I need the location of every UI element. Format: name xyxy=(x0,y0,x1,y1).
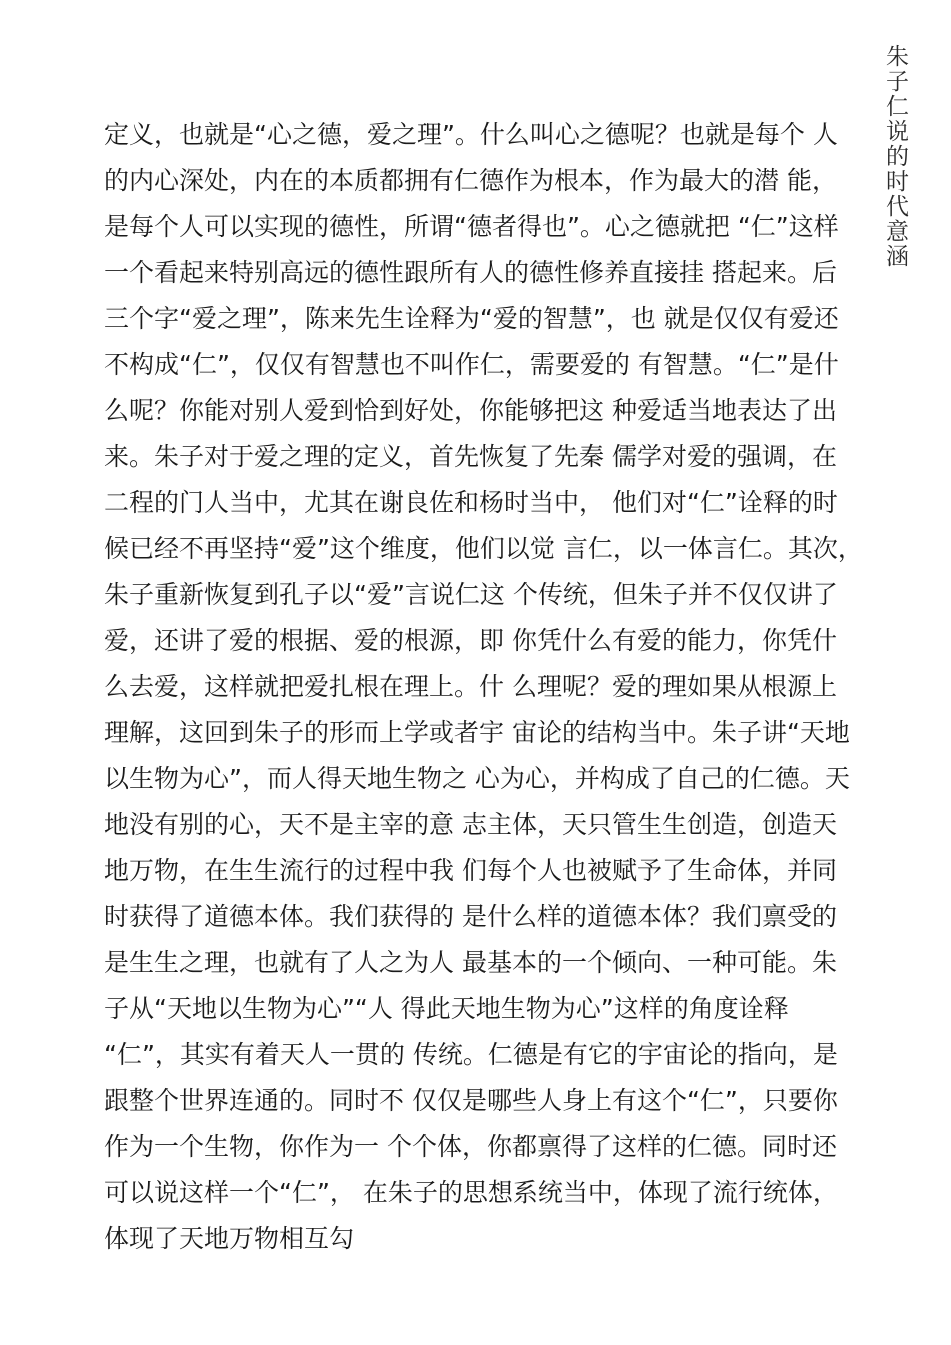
text-line-6: 不构成“仁”，仅仅有智慧也不叫作仁，需要爱的 有智慧。“仁”是什 xyxy=(104,350,839,379)
running-head: 朱子仁说的时代意涵 xyxy=(882,44,908,269)
text-line-9: 二程的门人当中，尤其在谢良佐和杨时当中， 他们对“仁”诠释的时 xyxy=(104,488,838,517)
text-line-7: 么呢？你能对别人爱到恰到好处，你能够把这 种爱适当地表达了出 xyxy=(104,396,837,425)
text-line-12: 爱，还讲了爱的根据、爱的根源，即 你凭什么有爱的能力，你凭什 xyxy=(104,626,837,655)
text-line-13: 么去爱，这样就把爱扎根在理上。什 么理呢？爱的理如果从根源上 xyxy=(104,672,837,701)
text-line-3: 是每个人可以实现的德性，所谓“德者得也”。心之德就把 “仁”这样 xyxy=(104,212,839,241)
text-line-19: 是生生之理，也就有了人之为人 最基本的一个倾向、一种可能。朱 xyxy=(104,948,837,977)
text-line-23: 作为一个生物，你作为一 个个体，你都禀得了这样的仁德。同时还 xyxy=(104,1132,837,1161)
text-line-18: 时获得了道德本体。我们获得的 是什么样的道德本体？我们禀受的 xyxy=(104,902,837,931)
text-line-14: 理解，这回到朱子的形而上学或者宇 宙论的结构当中。朱子讲“天地 xyxy=(104,718,850,747)
text-line-20: 子从“天地以生物为心”“人 得此天地生物为心”这样的角度诠释 xyxy=(104,994,789,1023)
text-line-24: 可以说这样一个“仁”， 在朱子的思想系统当中，体现了流行统体， xyxy=(104,1178,838,1207)
text-line-5: 三个字“爱之理”，陈来先生诠释为“爱的智慧”，也 就是仅仅有爱还 xyxy=(104,304,839,333)
text-line-17: 地万物，在生生流行的过程中我 们每个人也被赋予了生命体，并同 xyxy=(104,856,837,885)
text-line-2: 的内心深处，内在的本质都拥有仁德作为根本，作为最大的潜 能， xyxy=(104,166,837,195)
text-line-8: 来。朱子对于爱之理的定义，首先恢复了先秦 儒学对爱的强调，在 xyxy=(104,442,837,471)
text-line-4: 一个看起来特别高远的德性跟所有人的德性修养直接挂 搭起来。后 xyxy=(104,258,837,287)
body-text xyxy=(104,112,863,1262)
text-line-22: 跟整个世界连通的。同时不 仅仅是哪些人身上有这个“仁”，只要你 xyxy=(104,1086,838,1115)
text-line-25: 体现了天地万物相互勾 xyxy=(104,1224,355,1253)
text-line-16: 地没有别的心，天不是主宰的意 志主体，天只管生生创造，创造天 xyxy=(104,810,837,839)
text-line-10: 候已经不再坚持“爱”这个维度，他们以觉 言仁，以一体言仁。其次， xyxy=(104,534,863,563)
text-line-21: “仁”，其实有着天人一贯的 传统。仁德是有它的宇宙论的指向，是 xyxy=(104,1040,838,1069)
text-line-1: 定义，也就是“心之德，爱之理”。什么叫心之德呢？也就是每个 人 xyxy=(104,120,838,149)
text-line-11: 朱子重新恢复到孔子以“爱”言说仁这 个传统，但朱子并不仅仅讲了 xyxy=(104,580,838,609)
text-line-15: 以生物为心”，而人得天地生物之 心为心，并构成了自己的仁德。天 xyxy=(104,764,850,793)
